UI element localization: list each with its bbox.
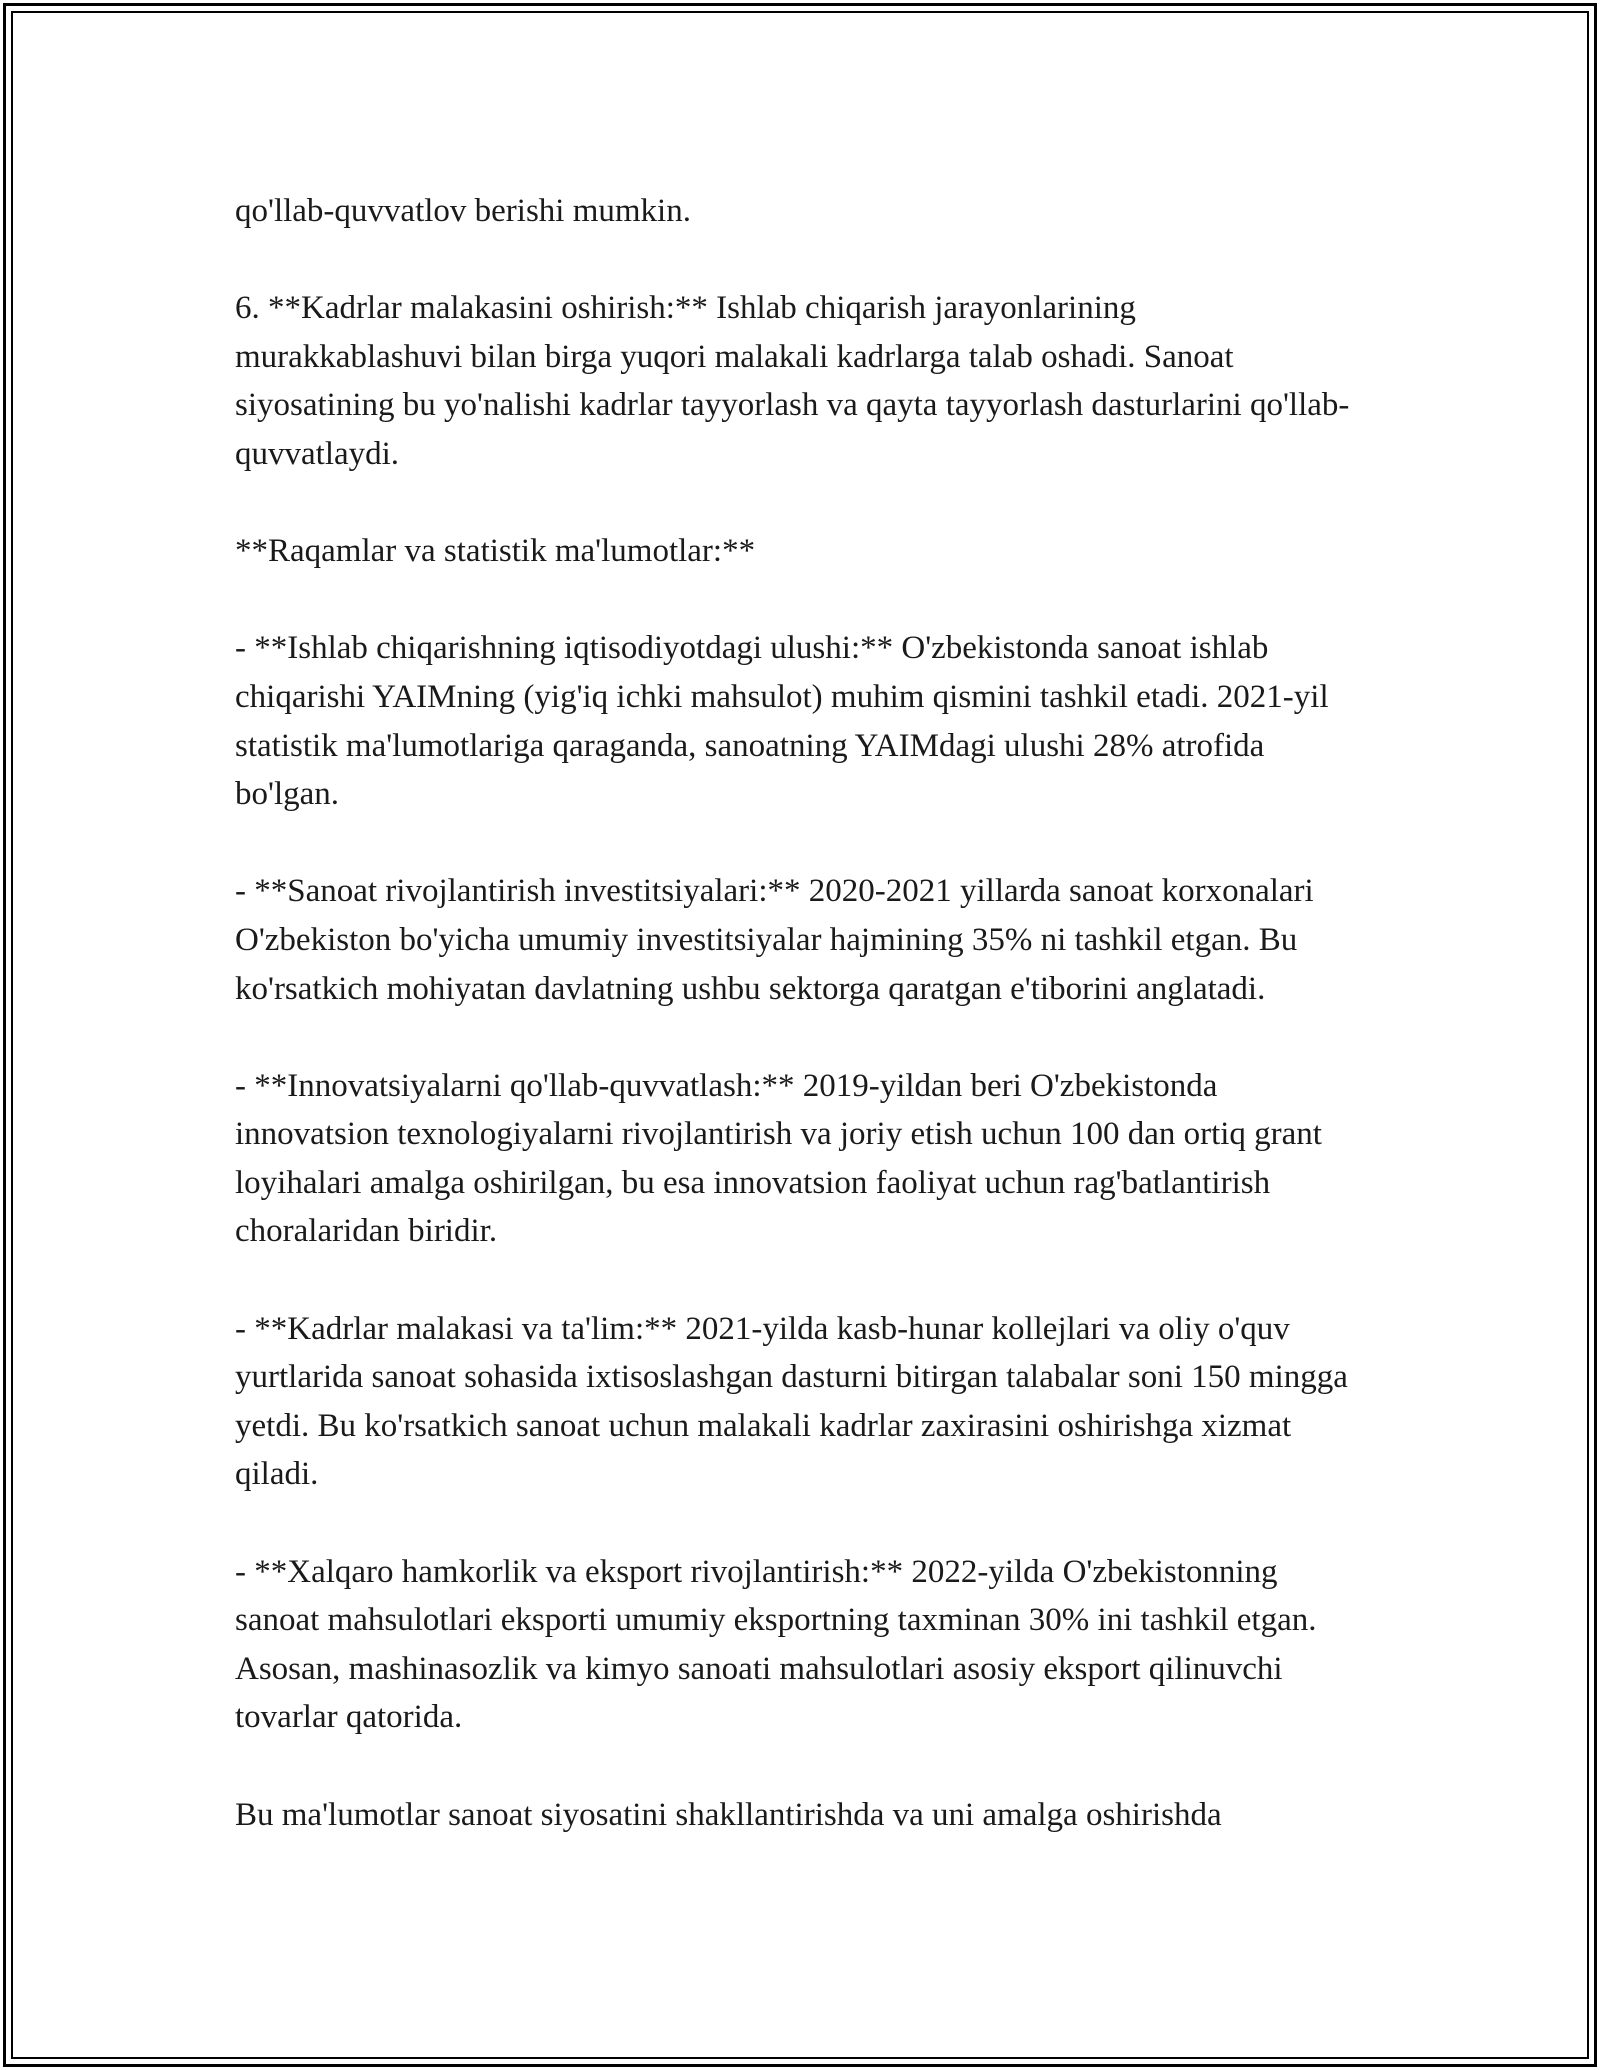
list-item-investments: - **Sanoat rivojlantirish investitsiyalari:** 2020-2021 yillarda sanoat korxonalari O'zbekiston bo'yicha umumiy investitsiyalar hajmining 35% ni tashkil etgan. Bu ko'rsatkich mohiyatan davlatning ushbu sektorga qaratgan e'tiborini anglatadi. xyxy=(235,873,1314,1007)
list-item-export: - **Xalqaro hamkorlik va eksport rivojlantirish:** 2022-yilda O'zbekistonning sanoat mahsulotlari eksporti umumiy eksportning taxminan 30% ini tashkil etgan. Asosan, mashinasozlik va kimyo sanoati mahsulotlari asosiy eksport qilinuvchi tovarlar qatorida. xyxy=(235,1553,1317,1736)
paragraph-continuation: qo'llab-quvvatlov berishi mumkin. xyxy=(235,193,691,229)
document-body xyxy=(235,187,1365,1839)
paragraph-kadrlar-malakasini: 6. **Kadrlar malakasini oshirish:** Ishlab chiqarish jarayonlarining murakkablashuvi bilan birga yuqori malakali kadrlarga talab oshadi. Sanoat siyosatining bu yo'nalishi kadrlar tayyorlash va qayta tayyorlash dasturlarini qo'llab-quvvatlaydi. xyxy=(235,290,1350,472)
list-item-gdp-share: - **Ishlab chiqarishning iqtisodiyotdagi ulushi:** O'zbekistonda sanoat ishlab chiqarishi YAIMning (yig'iq ichki mahsulot) muhim qismini tashkil etadi. 2021-yil statistik ma'lumotlariga qaraganda, sanoatning YAIMdagi ulushi 28% atrofida bo'lgan. xyxy=(235,630,1329,813)
paragraph-closing: Bu ma'lumotlar sanoat siyosatini shakllantirishda va uni amalga oshirishda xyxy=(235,1796,1222,1833)
section-heading-statistics: **Raqamlar va statistik ma'lumotlar:** xyxy=(235,533,756,570)
list-item-innovation: - **Innovatsiyalarni qo'llab-quvvatlash:** 2019-yildan beri O'zbekistonda innovatsion texnologiyalarni rivojlantirish va joriy etish uchun 100 dan ortiq grant loyihalari amalga oshirilgan, bu esa innovatsion faoliyat uchun rag'batlantirish choralaridan biridir. xyxy=(235,1067,1322,1250)
list-item-education: - **Kadrlar malakasi va ta'lim:** 2021-yilda kasb-hunar kollejlari va oliy o'quv yurtlarida sanoat sohasida ixtisoslashgan dasturni bitirgan talabalar soni 150 mingga yetdi. Bu ko'rsatkich sanoat uchun malakali kadrlar zaxirasini oshirishga xizmat qiladi. xyxy=(235,1310,1348,1493)
